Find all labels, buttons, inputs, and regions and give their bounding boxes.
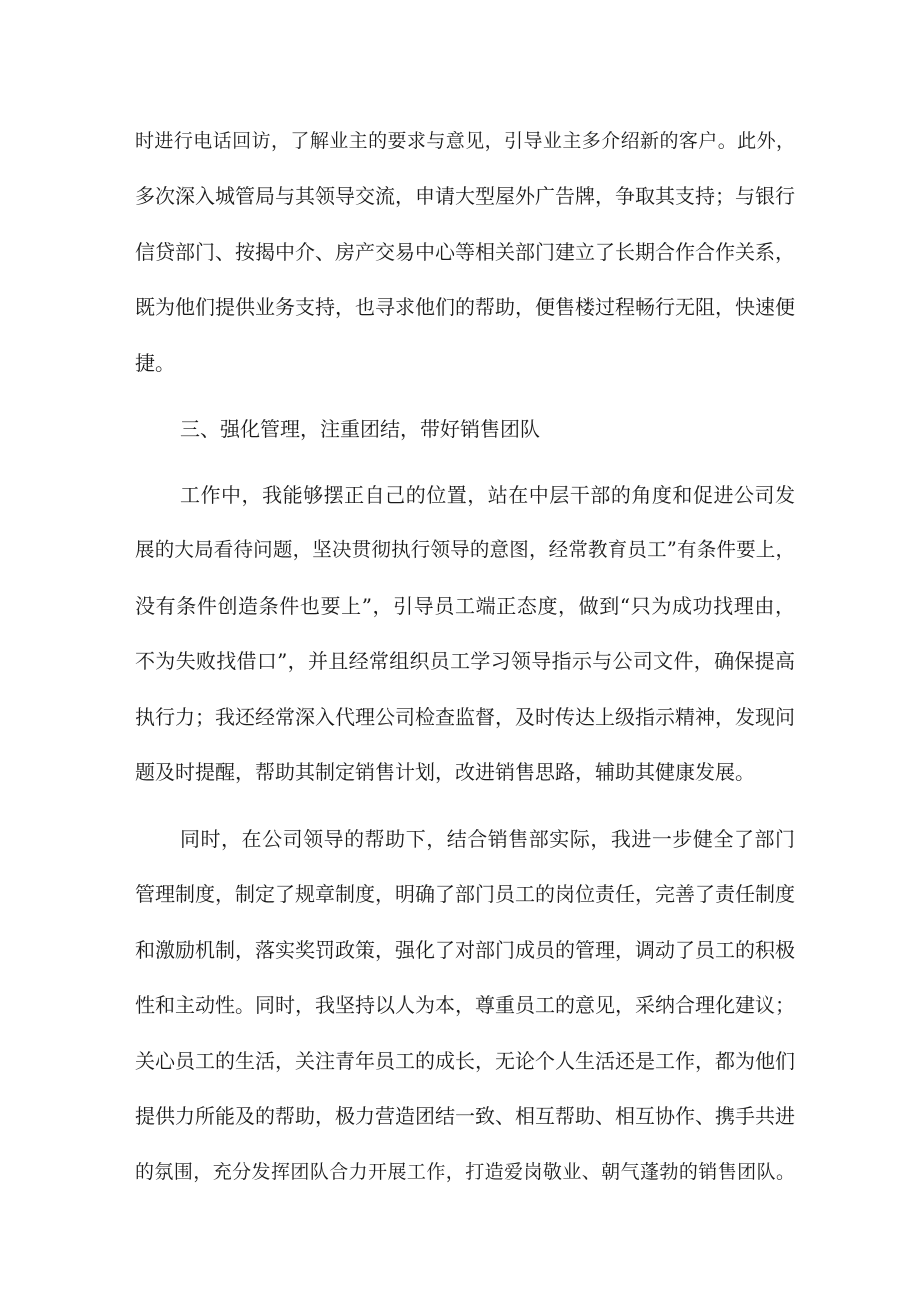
section-heading: 三、强化管理，注重团结，带好销售团队 bbox=[180, 417, 540, 441]
paragraph-line: 执行力；我还经常深入代理公司检查监督，及时传达上级指示精神，发现问 bbox=[135, 705, 795, 729]
paragraph-line: 提供力所能及的帮助，极力营造团结一致、相互帮助、相互协作、携手共进 bbox=[135, 1104, 795, 1128]
paragraph-line: 的氛围，充分发挥团队合力开展工作，打造爱岗敬业、朝气蓬勃的销售团队。 bbox=[135, 1161, 795, 1183]
paragraph-line: 多次深入城管局与其领导交流，申请大型屋外广告牌，争取其支持；与银行 bbox=[135, 184, 795, 208]
paragraph-line: 管理制度，制定了规章制度，明确了部门员工的岗位责任，完善了责任制度 bbox=[135, 882, 795, 906]
paragraph-line: 性和主动性。同时，我坚持以人为本，尊重员工的意见，采纳合理化建议； bbox=[135, 993, 795, 1017]
paragraph-line: 工作中，我能够摆正自己的位置，站在中层干部的角度和促进公司发 bbox=[180, 483, 795, 507]
paragraph-line: 不为失败找借口”，并且经常组织员工学习领导指示与公司文件，确保提高 bbox=[135, 649, 795, 673]
paragraph-line: 时进行电话回访，了解业主的要求与意见，引导业主多介绍新的客户。此外， bbox=[135, 130, 795, 152]
paragraph-line: 展的大局看待问题，坚决贯彻执行领导的意图，经常教育员工”有条件要上， bbox=[135, 538, 795, 561]
paragraph-line: 关心员工的生活，关注青年员工的成长，无论个人生活还是工作，都为他们 bbox=[135, 1049, 795, 1073]
paragraph-line: 和激励机制，落实奖罚政策，强化了对部门成员的管理，调动了员工的积极 bbox=[135, 938, 795, 962]
paragraph-line: 同时，在公司领导的帮助下，结合销售部实际，我进一步健全了部门 bbox=[180, 827, 795, 851]
paragraph-line: 捷。 bbox=[135, 351, 175, 375]
paragraph-line: 信贷部门、按揭中介、房产交易中心等相关部门建立了长期合作合作关系， bbox=[135, 240, 795, 264]
paragraph-line: 既为他们提供业务支持，也寻求他们的帮助，便售楼过程畅行无阻，快速便 bbox=[135, 295, 795, 319]
paragraph-line: 没有条件创造条件也要上”，引导员工端正态度，做到“只为成功找理由， bbox=[135, 594, 795, 618]
paragraph-line: 题及时提醒，帮助其制定销售计划，改进销售思路，辅助其健康发展。 bbox=[135, 760, 755, 784]
